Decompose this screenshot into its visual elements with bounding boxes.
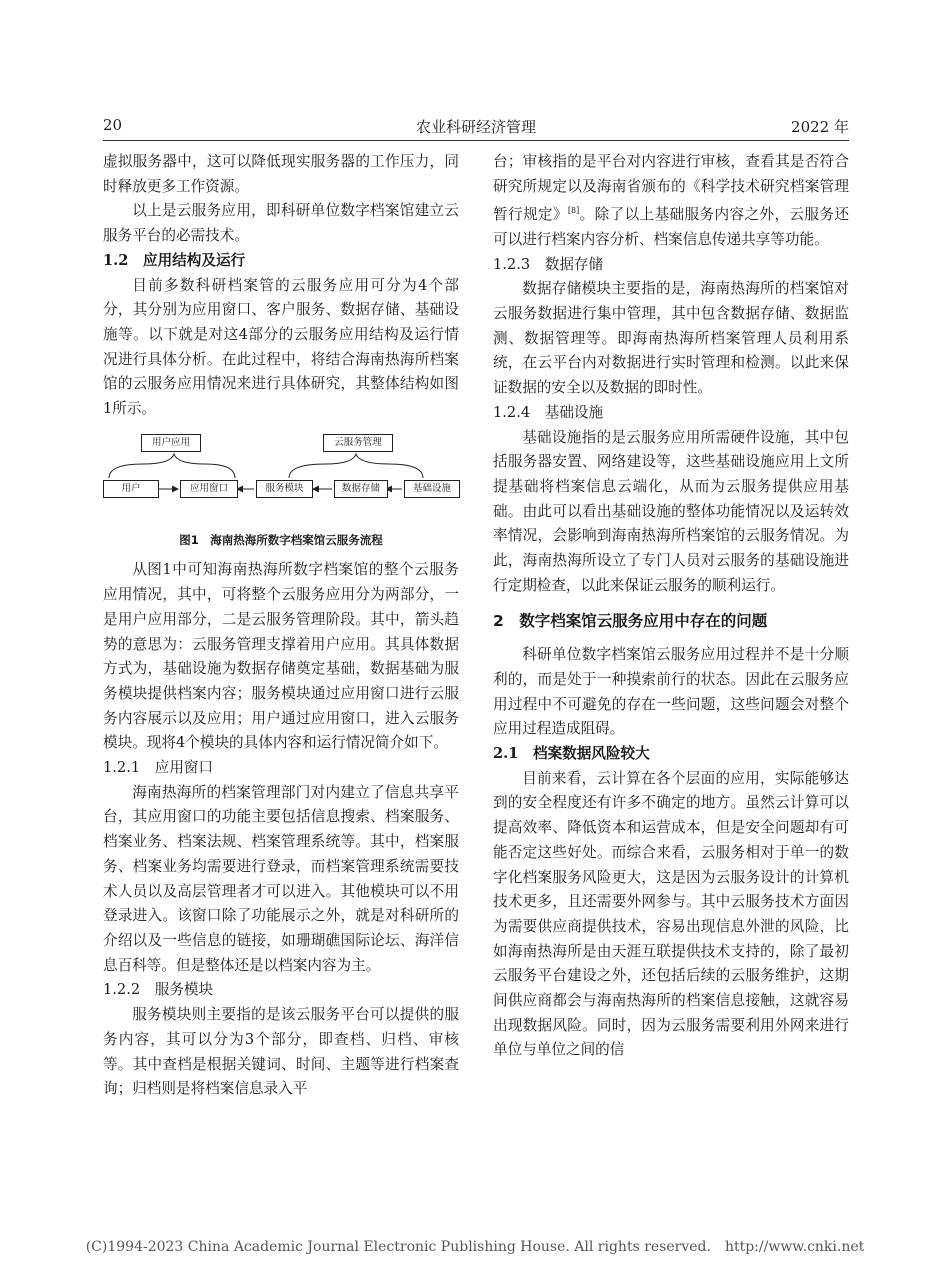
user-app-brace — [109, 454, 235, 478]
box-infrastructure: 基础设施 — [404, 480, 460, 498]
cloud-mgmt-brace — [289, 454, 423, 478]
user-app-label: 用户应用 — [141, 434, 201, 452]
box-app-window: 应用窗口 — [180, 480, 238, 498]
paragraph: 基础设施指的是云服务应用所需硬件设施，其中包括服务器安置、网络建设等，这些基础设施应用上文所提基础将档案信息云端化，从而为云服务提供应用基础。由此可以看出基础设施的整体功能情况以及运转效率情况，会影响到海南热海所档案馆的云服务情况。为此，海南热海所设立了专门人员对云服务的基础设施进行定期检查，以此来保证云服务的顺利运行。 — [493, 428, 849, 594]
text-span: 。除了以上基础服务内容之外，云服务还可以进行档案内容分析、档案信息传递共享等功能。 — [493, 206, 849, 248]
paragraph: 数据存储模块主要指的是，海南热海所的档案馆对云服务数据进行集中管理，其中包含数据存储、数据监测、数据管理等。即海南热海所档案管理人员利用系统，在云平台内对数据进行实时管理和检测。以此来保证数据的安全以及数据的即时性。 — [493, 280, 849, 397]
copyright-footer: (C)1994-2023 China Academic Journal Electronic Publishing House. All rights reserved. http://www.cnki.net — [85, 1239, 865, 1255]
paragraph: 以上是云服务应用，即科研单位数字档案馆建立云服务平台的必需技术。 — [103, 202, 459, 245]
paragraph: 科研单位数字档案馆云服务应用过程并不是十分顺利的，而是处于一种摸索前行的状态。因此在云服务应用过程中不可避免的存在一些问题，这些问题会对整个应用过程造成阻碍。 — [493, 646, 849, 738]
issue-year: 2022 年 — [791, 118, 849, 136]
box-service-module: 服务模块 — [256, 480, 313, 498]
figure-caption: 图1 海南热海所数字档案馆云服务流程 — [179, 532, 383, 547]
section-heading-1-2-2: 1.2.2 服务模块 — [103, 981, 214, 999]
cloud-mgmt-label: 云服务管理 — [323, 434, 393, 452]
header-rule — [103, 140, 849, 141]
running-header — [103, 116, 849, 138]
left-column — [103, 150, 459, 1102]
paragraph: 服务模块则主要指的是该云服务平台可以提供的服务内容，其可以分为3个部分，即查档、归档、审核等。其中查档是根据关键词、时间、主题等进行档案查询；归档则是将档案信息录入平 — [103, 1006, 459, 1098]
section-heading-1-2: 1.2 应用结构及运行 — [103, 251, 246, 269]
paragraph: 海南热海所的档案管理部门对内建立了信息共享平台，其应用窗口的功能主要包括信息搜索、档案服务、档案业务、档案法规、档案管理系统等。其中，档案服务、档案业务均需要进行登录，而档案管理系统需要技术人员以及高层管理者才可以进入。其他模块可以不用登录进入。该窗口除了功能展示之外，就是对科研所的介绍以及一些信息的链接，如珊瑚礁国际论坛、海洋信息百科等。但是整体还是以档案内容为主。 — [103, 783, 459, 974]
section-heading-1-2-4: 1.2.4 基础设施 — [493, 403, 604, 421]
section-heading-1-2-3: 1.2.3 数据存储 — [493, 255, 604, 273]
paragraph: 目前来看，云计算在各个层面的应用，实际能够达到的安全程度还有许多不确定的地方。虽然云计算可以提高效率、降低资本和运营成本，但是安全问题却有可能否定这些好处。而综合来看，云服务相对于单一的数字化档案服务风险更大，这是因为云服务设计的计算机技术更多，且还需要外网参与。其中云服务技术方面因为需要供应商提供技术，容易出现信息外泄的风险，比如海南热海所是由天涯互联提供技术支持的，除了最初云服务平台建设之外，还包括后续的云服务维护，这期间供应商都会与海南热海所的档案信息接触，这就容易出现数据风险。同时，因为云服务需要利用外网来进行单位与单位之间的信 — [493, 769, 849, 1059]
box-user: 用户 — [103, 480, 159, 498]
paragraph — [493, 150, 849, 253]
section-heading-2-1: 2.1 档案数据风险较大 — [493, 745, 650, 763]
section-heading-1-2-1: 1.2.1 应用窗口 — [103, 759, 214, 777]
paragraph: 从图1中可知海南热海所数字档案馆的整个云服务应用情况，其中，可将整个云服务应用分为两部分，一是用户应用部分，二是云服务管理阶段。其中，箭头趋势的意思为：云服务管理支撑着用户应用。其具体数据方式为，基础设施为数据存储奠定基础，数据基础为服务模块提供档案内容；服务模块通过应用窗口进行云服务内容展示以及应用；用户通过应用窗口，进入云服务模块。现将4个模块的具体内容和运行情况简介如下。 — [103, 561, 459, 752]
journal-title: 农业科研经济管理 — [415, 118, 536, 136]
figure-1 — [103, 426, 459, 526]
paragraph: 目前多数科研档案管的云服务应用可分为4个部分，其分别为应用窗口、客户服务、数据存储、基础设施等。以下就是对这4部分的云服务应用结构及运行情况进行具体分析。在此过程中，将结合海南热海所档案馆的云服务应用情况来进行具体研究，其整体结构如图1所示。 — [103, 276, 459, 418]
citation-ref: [8] — [567, 206, 580, 216]
text-span: 台；审核指的是平台对内容进行审核，查看其是否符合研究所规定以及海南省颁布的《科学技术研究档案管理暂行规定》 — [493, 153, 849, 224]
section-heading-2: 2 数字档案馆云服务应用中存在的问题 — [493, 611, 768, 630]
page-number: 20 — [103, 116, 123, 134]
right-column — [493, 150, 849, 1063]
box-data-storage: 数据存储 — [334, 480, 388, 498]
paragraph: 虚拟服务器中，这可以降低现实服务器的工作压力，同时释放更多工作资源。 — [103, 153, 459, 195]
